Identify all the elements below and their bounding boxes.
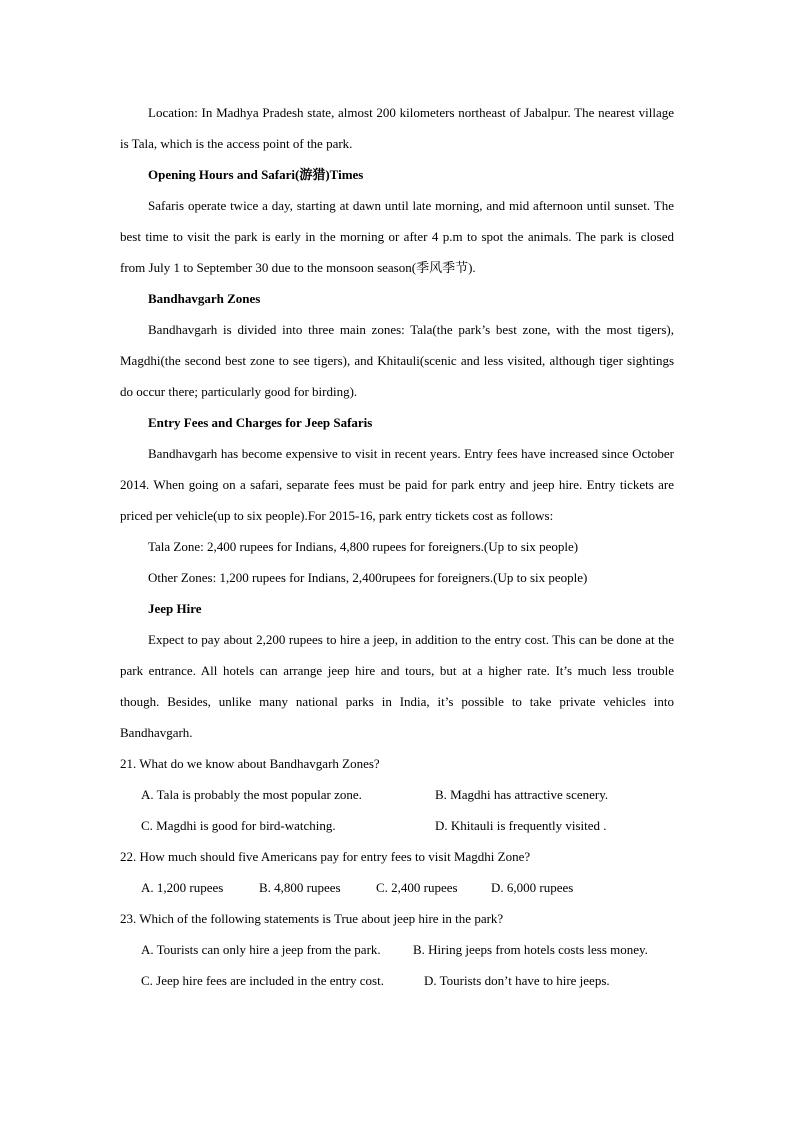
option-b: B. Magdhi has attractive scenery. xyxy=(435,787,609,802)
other-zones-fee: Other Zones: 1,200 rupees for Indians, 2,400rupees for foreigners.(Up to six people) xyxy=(148,570,588,585)
option-a: A. Tourists can only hire a jeep from the park. xyxy=(141,942,381,957)
option-a: A. 1,200 rupees xyxy=(141,880,224,895)
option-c: C. Magdhi is good for bird-watching. xyxy=(141,818,336,833)
opening-hours-heading: Opening Hours and Safari(游猎)Times xyxy=(148,167,364,182)
option-a: A. Tala is probably the most popular zone. xyxy=(141,787,362,802)
option-d: D. 6,000 rupees xyxy=(491,880,574,895)
tala-zone-fee: Tala Zone: 2,400 rupees for Indians, 4,800 rupees for foreigners.(Up to six people) xyxy=(148,539,579,554)
jeep-hire-paragraph: Expect to pay about 2,200 rupees to hire a jeep, in addition to the entry cost. This can be done at the park entrance. All hotels can arrange jeep hire and tours, but at a higher rate. It’s much less trouble though. Besides, unlike many national parks in India, it’s possible to take private vehicles into Bandhavgarh. xyxy=(120,632,674,740)
option-c: C. 2,400 rupees xyxy=(376,880,458,895)
entry-fees-paragraph: Bandhavgarh has become expensive to visit in recent years. Entry fees have increased since October 2014. When going on a safari, separate fees must be paid for park entry and jeep hire. Entry tickets are priced per vehicle(up to six people).For 2015-16, park entry tickets cost as follows: xyxy=(120,446,674,523)
entry-fees-heading: Entry Fees and Charges for Jeep Safaris xyxy=(148,415,373,430)
question-23-options-row-1 xyxy=(120,934,674,965)
zones-heading: Bandhavgarh Zones xyxy=(148,291,261,306)
jeep-hire-heading: Jeep Hire xyxy=(148,601,202,616)
option-c: C. Jeep hire fees are included in the entry cost. xyxy=(141,973,384,988)
question-21-options-row-2 xyxy=(120,810,674,841)
zones-paragraph: Bandhavgarh is divided into three main zones: Tala(the park’s best zone, with the most tigers), Magdhi(the second best zone to see tigers), and Khitauli(scenic and less visited, although tiger sightings do occur there; particularly good for birding). xyxy=(120,322,674,399)
question-21: 21. What do we know about Bandhavgarh Zones? xyxy=(120,756,380,771)
question-22: 22. How much should five Americans pay for entry fees to visit Magdhi Zone? xyxy=(120,849,531,864)
question-23-options-row-2 xyxy=(120,965,674,996)
question-22-options xyxy=(120,872,674,903)
location-paragraph: Location: In Madhya Pradesh state, almost 200 kilometers northeast of Jabalpur. The nearest village is Tala, which is the access point of the park. xyxy=(120,105,674,151)
option-d: D. Khitauli is frequently visited . xyxy=(435,818,607,833)
option-b: B. Hiring jeeps from hotels costs less money. xyxy=(413,942,648,957)
question-21-options-row-1 xyxy=(120,779,674,810)
question-23: 23. Which of the following statements is True about jeep hire in the park? xyxy=(120,911,504,926)
opening-hours-paragraph: Safaris operate twice a day, starting at dawn until late morning, and mid afternoon until sunset. The best time to visit the park is early in the morning or after 4 p.m to spot the animals. The park is closed from July 1 to September 30 due to the monsoon season(季风季节). xyxy=(120,198,674,275)
document-page xyxy=(120,97,674,996)
option-b: B. 4,800 rupees xyxy=(259,880,341,895)
option-d: D. Tourists don’t have to hire jeeps. xyxy=(424,973,610,988)
